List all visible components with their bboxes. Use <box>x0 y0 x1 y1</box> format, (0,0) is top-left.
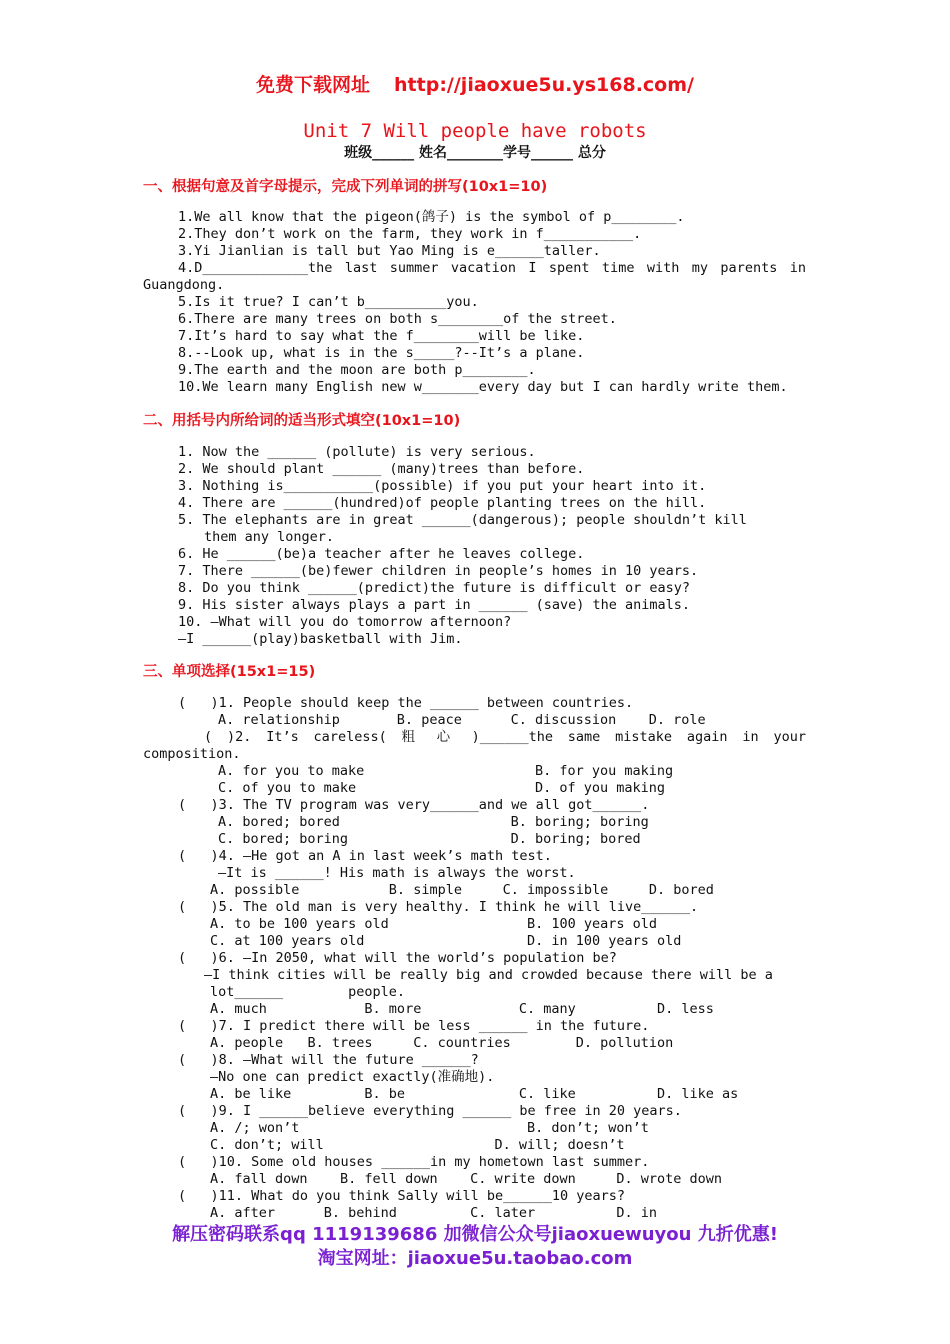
question-options: C. at 100 years old D. in 100 years old <box>210 933 682 949</box>
question-options: A. bored; bored B. boring; boring <box>218 814 649 830</box>
list-item: 6. He ______(be)a teacher after he leaves college. <box>178 546 585 562</box>
list-item: 8.--Look up, what is in the s_____?--It’s a plane. <box>178 345 585 361</box>
question-stem: ( )5. The old man is very healthy. I think he will live______. <box>178 899 699 915</box>
question-options: A. be like B. be C. like D. like as <box>210 1086 739 1102</box>
footer-taobao-link[interactable]: 淘宝网址：jiaoxue5u.taobao.com <box>317 1248 633 1269</box>
question-options: A. much B. more C. many D. less <box>210 1001 714 1017</box>
question-options: A. possible B. simple C. impossible D. bored <box>210 882 714 898</box>
question-stem: ( )4. —He got an A in last week’s math test. <box>178 848 552 864</box>
section-2-heading: 二、用括号内所给词的适当形式填空(10x1=10) <box>143 413 461 429</box>
question-stem: ( )8. —What will the future ______? <box>178 1052 479 1068</box>
page-title: Unit 7 Will people have robots <box>303 120 647 142</box>
question-stem: —No one can predict exactly(准确地). <box>210 1069 495 1085</box>
question-stem: —I think cities will be really big and crowded because there will be a <box>204 967 773 983</box>
question-stem: ( )9. I ______believe everything ______ be free in 20 years. <box>178 1103 682 1119</box>
list-item: 9. His sister always plays a part in ______ (save) the animals. <box>178 597 691 613</box>
list-item: 10. —What will you do tomorrow afternoon? <box>178 614 512 630</box>
question-options: A. relationship B. peace C. discussion D. role <box>218 712 706 728</box>
question-options: C. bored; boring D. boring; bored <box>218 831 641 847</box>
list-item: Guangdong. <box>143 277 225 293</box>
list-item: them any longer. <box>204 529 335 545</box>
question-stem: ( )7. I predict there will be less ______ in the future. <box>178 1018 650 1034</box>
question-stem: composition. <box>143 746 241 762</box>
student-info-line: 班级______ 姓名________学号______ 总分 <box>344 145 606 161</box>
section-3-heading: 三、单项选择(15x1=15) <box>143 664 316 680</box>
question-options: C. don’t; will D. will; doesn’t <box>210 1137 625 1153</box>
question-options: A. after B. behind C. later D. in <box>210 1205 658 1221</box>
question-options: A. /; won’t B. don’t; won’t <box>210 1120 649 1136</box>
question-options: A. for you to make B. for you making <box>218 763 674 779</box>
question-stem: ( )1. People should keep the ______ between countries. <box>178 695 634 711</box>
list-item: 1. Now the ______ (pollute) is very serious. <box>178 444 536 460</box>
footer-contact: 解压密码联系qq 1119139686 加微信公众号jiaoxuewuyou 九折优惠! <box>172 1224 778 1245</box>
list-item: —I ______(play)basketball with Jim. <box>178 631 463 647</box>
question-stem: —It is ______! His math is always the worst. <box>218 865 576 881</box>
section-1-heading: 一、根据句意及首字母提示，完成下列单词的拼写(10x1=10) <box>143 179 548 195</box>
question-options: C. of you to make D. of you making <box>218 780 666 796</box>
question-stem: ( )2. It’s careless( 粗 心 )______the same mistake again in your <box>204 729 806 745</box>
download-link-header[interactable] <box>0 70 950 97</box>
list-item: 6.There are many trees on both s________of the street. <box>178 311 617 327</box>
question-options: A. to be 100 years old B. 100 years old <box>210 916 658 932</box>
list-item: 8. Do you think ______(predict)the future is difficult or easy? <box>178 580 691 596</box>
download-url[interactable]: http://jiaoxue5u.ys168.com/ <box>394 74 694 96</box>
list-item: 7.It’s hard to say what the f________will be like. <box>178 328 585 344</box>
question-stem: ( )11. What do you think Sally will be______10 years? <box>178 1188 626 1204</box>
list-item: 4. There are ______(hundred)of people planting trees on the hill. <box>178 495 707 511</box>
list-item: 9.The earth and the moon are both p________. <box>178 362 536 378</box>
list-item: 2. We should plant ______ (many)trees than before. <box>178 461 585 477</box>
question-options: A. people B. trees C. countries D. pollution <box>210 1035 674 1051</box>
list-item: 1.We all know that the pigeon(鸽子) is the symbol of p________. <box>178 209 685 225</box>
list-item: 2.They don’t work on the farm, they work in f___________. <box>178 226 642 242</box>
question-options: A. fall down B. fell down C. write down D. wrote down <box>210 1171 723 1187</box>
download-label: 免费下载网址 <box>256 74 371 96</box>
list-item: 10.We learn many English new w_______every day but I can hardly write them. <box>178 379 788 395</box>
list-item: 5.Is it true? I can’t b__________you. <box>178 294 479 310</box>
list-item: 7. There ______(be)fewer children in people’s homes in 10 years. <box>178 563 699 579</box>
list-item: 5. The elephants are in great ______(dangerous); people shouldn’t kill <box>178 512 747 528</box>
list-item: 3. Nothing is___________(possible) if you put your heart into it. <box>178 478 707 494</box>
question-stem: lot______ people. <box>210 984 406 1000</box>
question-stem: ( )6. —In 2050, what will the world’s population be? <box>178 950 617 966</box>
question-stem: ( )10. Some old houses ______in my hometown last summer. <box>178 1154 650 1170</box>
list-item: 4.D_____________the last summer vacation I spent time with my parents in <box>178 260 806 276</box>
list-item: 3.Yi Jianlian is tall but Yao Ming is e______taller. <box>178 243 601 259</box>
question-stem: ( )3. The TV program was very______and we all got______. <box>178 797 650 813</box>
